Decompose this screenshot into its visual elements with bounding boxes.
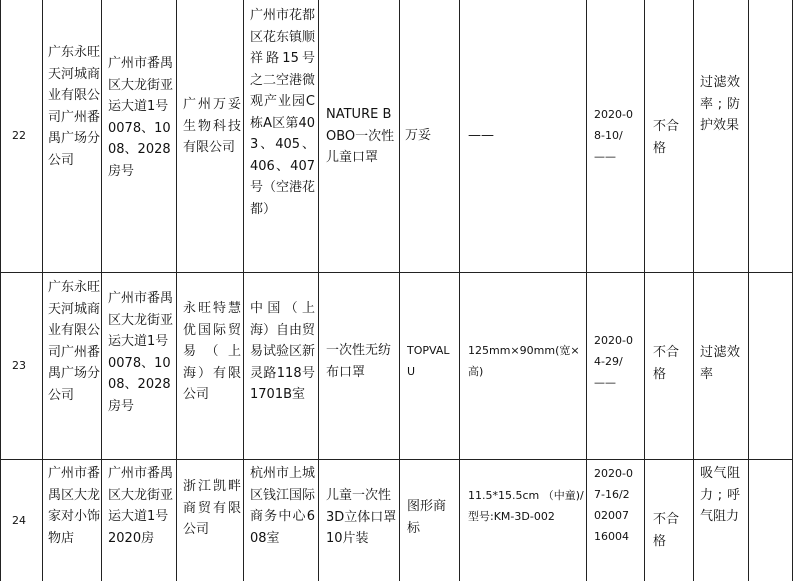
production-date-batch: 2020-08-10/—— <box>594 108 633 163</box>
producer-name: 浙江凯畔商贸有限公司 <box>183 479 241 537</box>
brand: TOPVALU <box>407 344 450 378</box>
seller-name: 广东永旺天河城商业有限公司广州番禺广场分公司 <box>48 280 100 403</box>
row-number: 22 <box>12 129 26 143</box>
failed-items: 过滤效率 <box>700 345 740 382</box>
product-name: 儿童一次性3D立体口罩10片装 <box>326 488 397 546</box>
failed-items: 过滤效率;防护效果 <box>700 75 740 133</box>
seller-name: 广东永旺天河城商业有限公司广州番禺广场分公司 <box>48 45 100 168</box>
brand: 万妥 <box>405 128 432 144</box>
product-name: NATURE BOBO一次性儿童口罩 <box>326 107 395 165</box>
failed-items: 吸气阻力;呼气阻力 <box>700 466 740 524</box>
result: 不合格 <box>653 119 680 156</box>
brand: 图形商标 <box>407 499 447 536</box>
spec: 125mm×90mm(宽×高) <box>468 344 580 378</box>
seller-address: 广州市番禺区大龙街亚运大道1号2020房 <box>108 466 174 546</box>
production-date-batch: 2020-04-29/—— <box>594 334 633 389</box>
row-number: 23 <box>12 359 26 373</box>
seller-address: 广州市番禺区大龙街亚运大道1号0078、1008、2028房号 <box>108 56 174 179</box>
product-name: 一次性无纺布口罩 <box>326 343 392 380</box>
producer-address: 广州市花都区花东镇顺祥路15号之二空港微观产业园C栋A区第403、405、406、407号（空港花都） <box>250 8 315 217</box>
row-number: 24 <box>12 513 26 527</box>
result: 不合格 <box>653 345 680 382</box>
spec: 11.5*15.5cm （中童)/型号:KM-3D-002 <box>468 489 584 523</box>
producer-name: 广州万妥生物科技有限公司 <box>183 97 241 155</box>
seller-name: 广州市番禺区大龙家对小饰物店 <box>48 466 100 546</box>
spec: —— <box>468 128 494 144</box>
producer-address: 中国（上海）自由贸易试验区新灵路118号1701B室 <box>250 301 315 402</box>
production-date-batch: 2020-07-16/20200716004 <box>594 467 633 543</box>
producer-name: 永旺特慧优国际贸易（上海）有限公司 <box>183 301 241 402</box>
result: 不合格 <box>653 512 680 549</box>
seller-address: 广州市番禺区大龙街亚运大道1号0078、1008、2028房号 <box>108 291 174 414</box>
producer-address: 杭州市上城区钱江国际商务中心608室 <box>250 466 315 546</box>
